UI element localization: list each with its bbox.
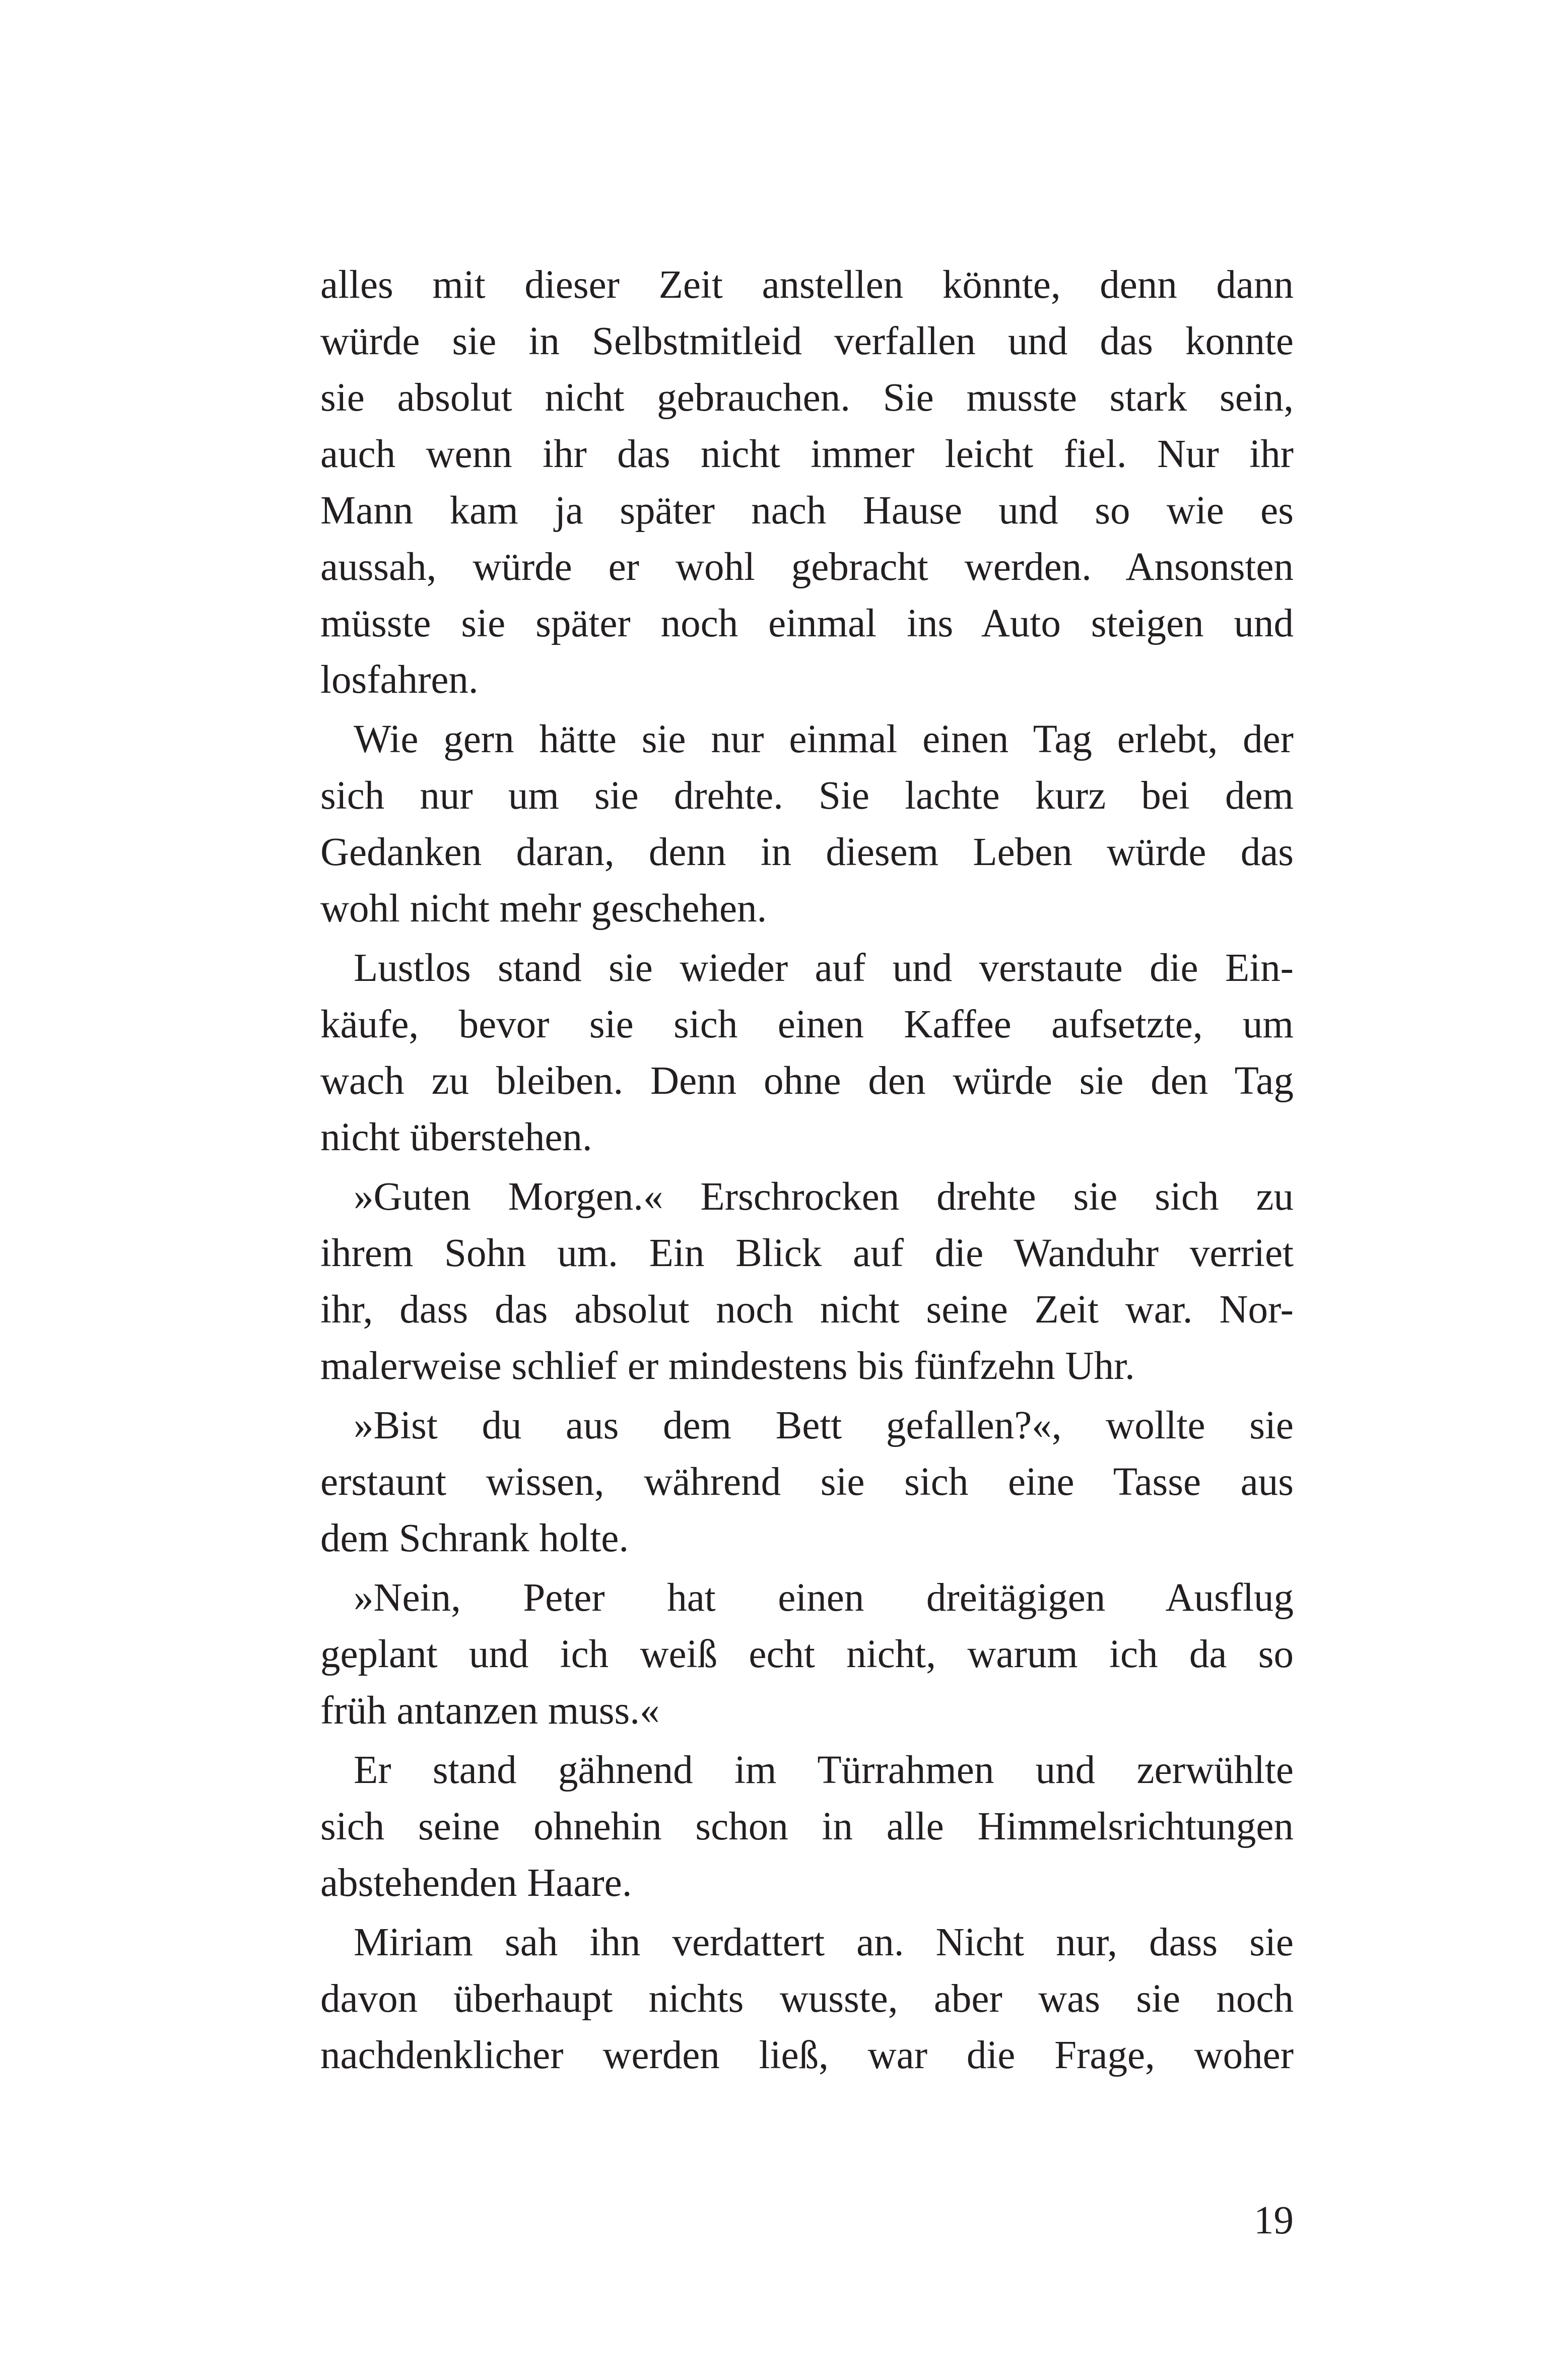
paragraph <box>320 1742 1294 1911</box>
text-line: wohl nicht mehr geschehen. <box>320 887 767 931</box>
text-line: früh antanzen muss.« <box>320 1689 660 1733</box>
text-line: erstaunt wissen, während sie sich eine Tasse aus <box>320 1460 1294 1504</box>
paragraph <box>320 940 1294 1166</box>
text-line: »Nein, Peter hat einen dreitägigen Ausflug <box>354 1576 1294 1620</box>
text-line: Miriam sah ihn verdattert an. Nicht nur, dass sie <box>354 1921 1294 1964</box>
text-line: losfahren. <box>320 658 479 702</box>
page-number: 19 <box>1254 2199 1294 2242</box>
paragraph <box>320 1914 1294 2084</box>
paragraph <box>320 1570 1294 1739</box>
text-line: wach zu bleiben. Denn ohne den würde sie den Tag <box>320 1059 1294 1103</box>
paragraph <box>320 257 1294 708</box>
text-line: abstehenden Haare. <box>320 1861 632 1905</box>
text-line: ihr, dass das absolut noch nicht seine Zeit war. Nor- <box>320 1288 1294 1332</box>
text-line: Mann kam ja später nach Hause und so wie es <box>320 489 1294 533</box>
text-line: ihrem Sohn um. Ein Blick auf die Wanduhr verriet <box>320 1231 1294 1275</box>
body-text <box>320 257 1294 2084</box>
paragraph <box>320 1398 1294 1567</box>
text-line: nicht überstehen. <box>320 1115 592 1159</box>
text-line: »Guten Morgen.« Erschrocken drehte sie sich zu <box>354 1175 1294 1219</box>
text-line: würde sie in Selbstmitleid verfallen und das konnte <box>320 319 1294 363</box>
text-line: »Bist du aus dem Bett gefallen?«, wollte sie <box>354 1404 1294 1447</box>
text-line: käufe, bevor sie sich einen Kaffee aufsetzte, um <box>320 1003 1294 1046</box>
text-line: dem Schrank holte. <box>320 1516 629 1560</box>
paragraph <box>320 711 1294 937</box>
text-line: Lustlos stand sie wieder auf und verstaute die Ein- <box>354 946 1294 990</box>
text-line: aussah, würde er wohl gebracht werden. Ansonsten <box>320 545 1294 589</box>
text-line: müsste sie später noch einmal ins Auto steigen und <box>320 602 1294 645</box>
text-line: Gedanken daran, denn in diesem Leben würde das <box>320 830 1294 874</box>
text-line: davon überhaupt nichts wusste, aber was sie noch <box>320 1977 1294 2021</box>
text-line: sie absolut nicht gebrauchen. Sie musste stark sein, <box>320 376 1294 420</box>
text-line: Wie gern hätte sie nur einmal einen Tag erlebt, der <box>354 717 1294 761</box>
text-line: geplant und ich weiß echt nicht, warum ich da so <box>320 1632 1294 1676</box>
text-line: sich nur um sie drehte. Sie lachte kurz bei dem <box>320 774 1294 818</box>
text-line: malerweise schlief er mindestens bis fünfzehn Uhr. <box>320 1344 1135 1388</box>
text-line: alles mit dieser Zeit anstellen könnte, denn dann <box>320 263 1294 307</box>
text-line: sich seine ohnehin schon in alle Himmelsrichtungen <box>320 1805 1294 1848</box>
text-line: Er stand gähnend im Türrahmen und zerwühlte <box>354 1748 1294 1792</box>
paragraph <box>320 1169 1294 1395</box>
text-line: nachdenklicher werden ließ, war die Frage, woher <box>320 2033 1294 2077</box>
text-line: auch wenn ihr das nicht immer leicht fiel. Nur ihr <box>320 432 1294 476</box>
